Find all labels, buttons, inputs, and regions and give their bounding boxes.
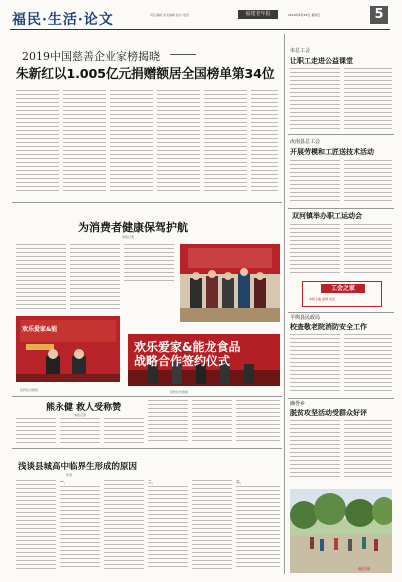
column-body-col-5	[192, 400, 232, 444]
consumer-body-col-1	[16, 244, 66, 312]
sidebar-body-3a	[290, 224, 340, 276]
sidebar-rule-1	[288, 134, 394, 135]
column-title: 熊永健 救人受称赞	[46, 403, 122, 413]
section-title: 福民·生活·论文	[12, 12, 114, 28]
ceremony-photo-right	[128, 334, 280, 386]
sidebar-body-2b	[344, 160, 392, 204]
watermark-text: 福民网	[358, 566, 370, 571]
consumer-byline: 本报记者	[122, 235, 135, 239]
column-byline: 本报记者	[74, 413, 87, 417]
watermark	[358, 566, 370, 572]
essay-subhead-2: 二、	[148, 480, 155, 484]
sidebar-body-1b	[344, 68, 392, 130]
sidebar-kicker-4: 平舆县民政局	[290, 315, 321, 321]
essay-title: 浅谈县城高中临界生形成的原因	[18, 462, 138, 472]
sidebar-body-3b	[344, 224, 392, 276]
column-body-col-4	[148, 400, 188, 444]
ceremony-caption-left: 签约仪式现场	[20, 388, 39, 392]
ceremony-banner-line-2: 战略合作签约仪式	[134, 354, 231, 368]
sidebar-body-1a	[290, 68, 340, 130]
column-body-col-1	[16, 418, 56, 444]
essay-body-col-6	[236, 486, 280, 570]
ceremony-photo-left	[16, 316, 120, 382]
sidebar-rule-2	[288, 208, 394, 209]
lead-headline: 朱新红以1.005亿元捐赠额居全国榜单第34位	[16, 67, 275, 82]
sidebar-kicker-1: 市总工会	[290, 48, 311, 54]
union-box-title: 工会之家	[330, 285, 355, 292]
sidebar	[288, 34, 394, 574]
essay-byline: 作者	[66, 473, 73, 477]
header-rule	[10, 29, 390, 30]
masthead	[238, 10, 278, 19]
lead-body-col-2	[63, 90, 106, 192]
consumer-title: 为消费者健康保驾护航	[78, 221, 188, 234]
essay-subhead-3: 三、	[236, 480, 243, 484]
essay-body-col-1	[16, 480, 56, 570]
masthead-text: 福建老年报	[245, 11, 271, 17]
lead-kicker-dash	[170, 54, 196, 55]
page-number: 5	[374, 7, 384, 22]
lead-bottom-rule	[12, 202, 282, 203]
union-box-line: 本版主编 监制 电话	[309, 297, 335, 301]
issue-date: 2019年6月28日 星期五	[288, 13, 321, 17]
lead-kicker: 2019中国慈善企业家榜揭晓	[22, 50, 160, 63]
middle-rule	[12, 396, 282, 397]
sidebar-title-3: 双河镇举办职工运动会	[292, 211, 362, 220]
right-event-photo	[180, 244, 280, 322]
event-photo-image	[180, 244, 280, 322]
essay-subhead-1: 一、	[60, 480, 67, 484]
union-box-banner	[321, 284, 365, 293]
consumer-body-col-3	[124, 244, 174, 284]
lead-body-col-1	[16, 90, 59, 192]
header-meta: 责任编辑 美术编辑 校对 电话	[150, 13, 189, 17]
page-header	[0, 0, 402, 34]
essay-body-col-4	[148, 486, 188, 570]
essay-body-col-2	[60, 486, 100, 570]
sidebar-body-2a	[290, 160, 340, 204]
essay-body-col-3	[104, 480, 144, 570]
sidebar-title-1: 让职工走进公益课堂	[290, 56, 353, 65]
lead-body-col-5	[204, 90, 247, 192]
column-body-col-3	[104, 418, 144, 444]
union-box	[302, 281, 382, 307]
consumer-body-col-2	[70, 244, 120, 312]
sidebar-kicker-5: 确誉乡	[290, 401, 306, 407]
column-body-col-2	[60, 418, 100, 444]
ceremony-left-banner: 欢乐爱家&能	[22, 326, 58, 333]
essay-body-col-5	[192, 480, 232, 570]
lead-body-col-3	[110, 90, 153, 192]
sidebar-body-4a	[290, 334, 340, 394]
column-body-col-6	[236, 400, 280, 444]
sidebar-rule-4	[288, 398, 394, 399]
sidebar-title-4: 校查敬老院消防安全工作	[290, 322, 367, 331]
sidebar-body-5b	[344, 420, 392, 480]
sidebar-title-2: 开展劳模和工匠送技术活动	[290, 147, 374, 156]
sidebar-title-5: 脱贫攻坚活动受群众好评	[290, 408, 367, 417]
sidebar-divider	[284, 34, 285, 574]
sidebar-body-4b	[344, 334, 392, 394]
sidebar-photo-park	[290, 489, 392, 573]
page-number-badge	[370, 6, 388, 24]
park-scene-image	[290, 489, 392, 573]
sidebar-kicker-2: 汝南县总工会	[290, 139, 321, 145]
sidebar-body-5a	[290, 420, 340, 480]
ceremony-caption-right: 签约仪式现场	[170, 390, 189, 394]
lead-body-col-6	[251, 90, 278, 192]
lead-body-col-4	[157, 90, 200, 192]
lower-rule	[12, 448, 282, 449]
ceremony-banner-line-1: 欢乐爱家&能龙食品	[134, 340, 241, 354]
sidebar-rule-3	[288, 312, 394, 313]
